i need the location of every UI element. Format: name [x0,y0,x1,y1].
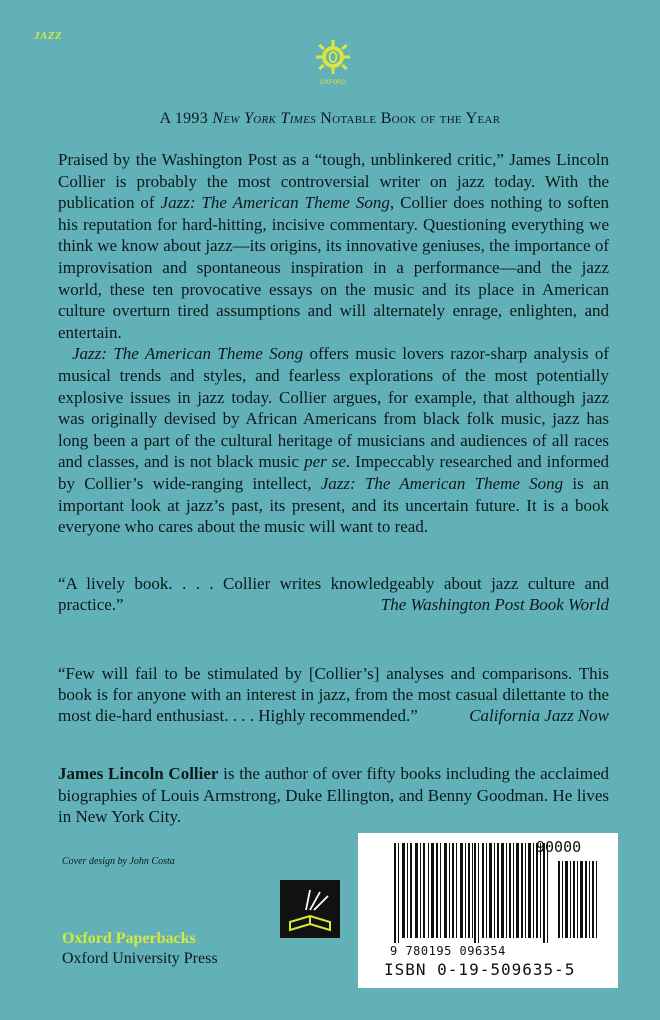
review-quote [58,663,609,726]
price-code: 90000 [536,838,582,856]
headline-suffix: Notable Book of the Year [315,110,501,127]
isbn-label: ISBN 0-19-509635-5 [384,960,576,979]
description-paragraph-2: Jazz: The American Theme Song offers music lovers razor-sharp analysis of musical trends and styles, and fearless explorations of the most potentially explosive issues in jazz today. Collier argues, for example, that although jazz was originally devised by African Americans from black folk music, jazz has long been a part of the cultural heritage of musicians and audiences of all races and classes, and is not black music per se. Impeccably researched and informed by Collier’s wide-ranging intellect, Jazz: The American Theme Song is an important look at jazz’s past, its present, and its uncertain future. It is a book everyone who cares about the music will want to read. [58,344,610,537]
headline-newspaper: New York Times [212,110,316,127]
series-name: Oxford Paperbacks [62,930,196,947]
cover-design-credit: Cover design by John Costa [62,856,175,867]
author-bio: James Lincoln Collier is the author of over fifty books including the acclaimed biographies of Louis Armstrong, Duke Ellington, and Benny Goodman. He lives in New York City. [58,764,610,826]
ean-digits: 9 780195 096354 [390,944,506,958]
headline-prefix: A 1993 [159,110,213,127]
quote-source: California Jazz Now [469,706,609,725]
quote-text: “A lively book. . . . Collier writes knowledgeably about jazz culture and practice.” [58,574,609,614]
author-name: James Lincoln Collier [58,764,219,783]
category-label: JAZZ [34,30,63,42]
quote-text: “Few will fail to be stimulated by [Collier’s] analyses and comparisons. This book is for anyone with an interest in jazz, from the most casual dilettante to the most die-hard enthusiast. . . . Highly recommended.” [58,664,609,725]
book-lamp-emblem-icon [280,880,340,938]
imprint [62,929,218,969]
book-title: Jazz: The American Theme Song [320,473,564,493]
oxford-sun-logo-icon [312,38,354,86]
book-title: Jazz: The American Theme Song [160,193,390,213]
review-quote [58,573,609,615]
publisher-name: Oxford University Press [62,950,218,967]
quote-source: The Washington Post Book World [380,595,609,614]
logo-wordmark: OXFORD [320,80,346,86]
description [58,149,609,538]
per-se: per se [304,452,346,472]
headline [0,110,660,128]
book-title: Jazz: The American Theme Song [72,344,304,364]
description-paragraph-1: Praised by the Washington Post as a “tough, unblinkered critic,” James Lincoln Collier is probably the most controversial writer on jazz today. With the publication of Jazz: The American Theme Song, Collier does nothing to soften his reputation for hard-hitting, incisive commentary. Questioning everything we think we know about jazz—its origins, its innovative geniuses, the importance of improvisation and spontaneous inspiration in a performance—and the jazz world, these ten provocative essays on the music and its place in American culture overturn tired assumptions and will alternately enrage, enlighten, and entertain. [58,150,609,342]
